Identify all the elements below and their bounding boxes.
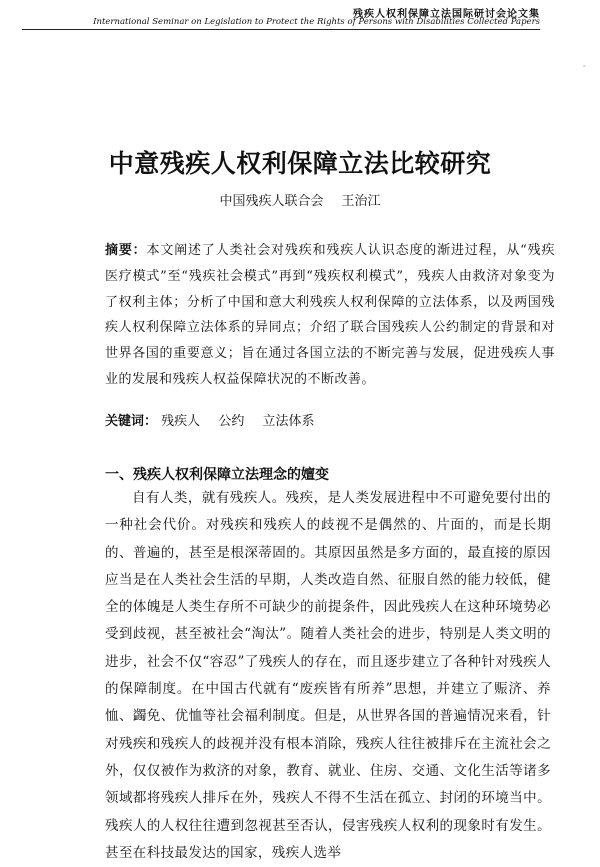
keyword: 残疾人 xyxy=(161,414,201,429)
running-header xyxy=(0,0,600,40)
running-header-en: International Seminar on Legislation to Protect the Rights of Persons with Disabilities Collected Papers xyxy=(93,17,540,27)
author-organization: 中国残疾人联合会 xyxy=(219,194,324,209)
keyword: 公约 xyxy=(218,414,245,429)
running-header-cn: 残疾人权利保障立法国际研讨会论文集 xyxy=(353,9,540,20)
author-name: 王治江 xyxy=(341,194,381,209)
body-paragraph: 自有人类，就有残疾人。残疾，是人类发展进程中不可避免要付出的一种社会代价。对残疾和残疾人的歧视不是偶然的、片面的，而是长期的、普遍的，甚至是根深蒂固的。其原因虽然是多方面的，最直接的原因应当是在人类社会生活的早期，人类改造自然、征服自然的能力较低，健全的体魄是人类生存所不可缺少的前提条件，因此残疾人在这种环境势必受到歧视，甚至被社会“淘汰”。随着人类社会的进步，特别是人类文明的进步，社会不仅“容忍”了残疾人的存在，而且逐步建立了各种针对残疾人的保障制度。在中国古代就有“废疾皆有所养”思想，并建立了赈济、养恤、蠲免、优恤等社会福利制度。但是，从世界各国的普遍情况来看，针对残疾和残疾人的歧视并没有根本消除，残疾人往往被排斥在主流社会之外，仅仅被作为救济的对象，教育、就业、住房、交通、文化生活等诸多领域都将残疾人排斥在外，残疾人不得不生活在孤立、封闭的环境当中。残疾人的人权往往遭到忽视甚至否认，侵害残疾人权利的现象时有发生。甚至在科技最发达的国家，残疾人选举 xyxy=(105,490,551,861)
keywords-label: 关键词： xyxy=(105,414,158,429)
header-rule xyxy=(22,29,540,30)
paper-title: 中意残疾人权利保障立法比较研究 xyxy=(108,148,492,178)
page-mark: - xyxy=(582,61,586,72)
body-text xyxy=(105,485,551,867)
abstract-text: 本文阐述了人类社会对残疾和残疾人认识态度的渐进过程，从“残疾医疗模式”至“残疾社会模式”再到“残疾权利模式”，残疾人由救济对象变为了权利主体；分析了中国和意大利残疾人权利保障的立法体系，以及两国残疾人权利保障立法体系的异同点；介绍了联合国残疾人公约制定的背景和对世界各国的重要意义；旨在通过各国立法的不断完善与发展，促进残疾人事业的发展和残疾人权益保障状况的不断改善。 xyxy=(105,243,555,387)
section-heading: 一、残疾人权利保障立法理念的嬗变 xyxy=(105,466,329,483)
keyword: 立法体系 xyxy=(262,414,315,429)
keywords xyxy=(105,410,328,429)
abstract-label: 摘要： xyxy=(105,243,147,258)
author-line xyxy=(0,190,600,209)
abstract xyxy=(105,238,555,393)
